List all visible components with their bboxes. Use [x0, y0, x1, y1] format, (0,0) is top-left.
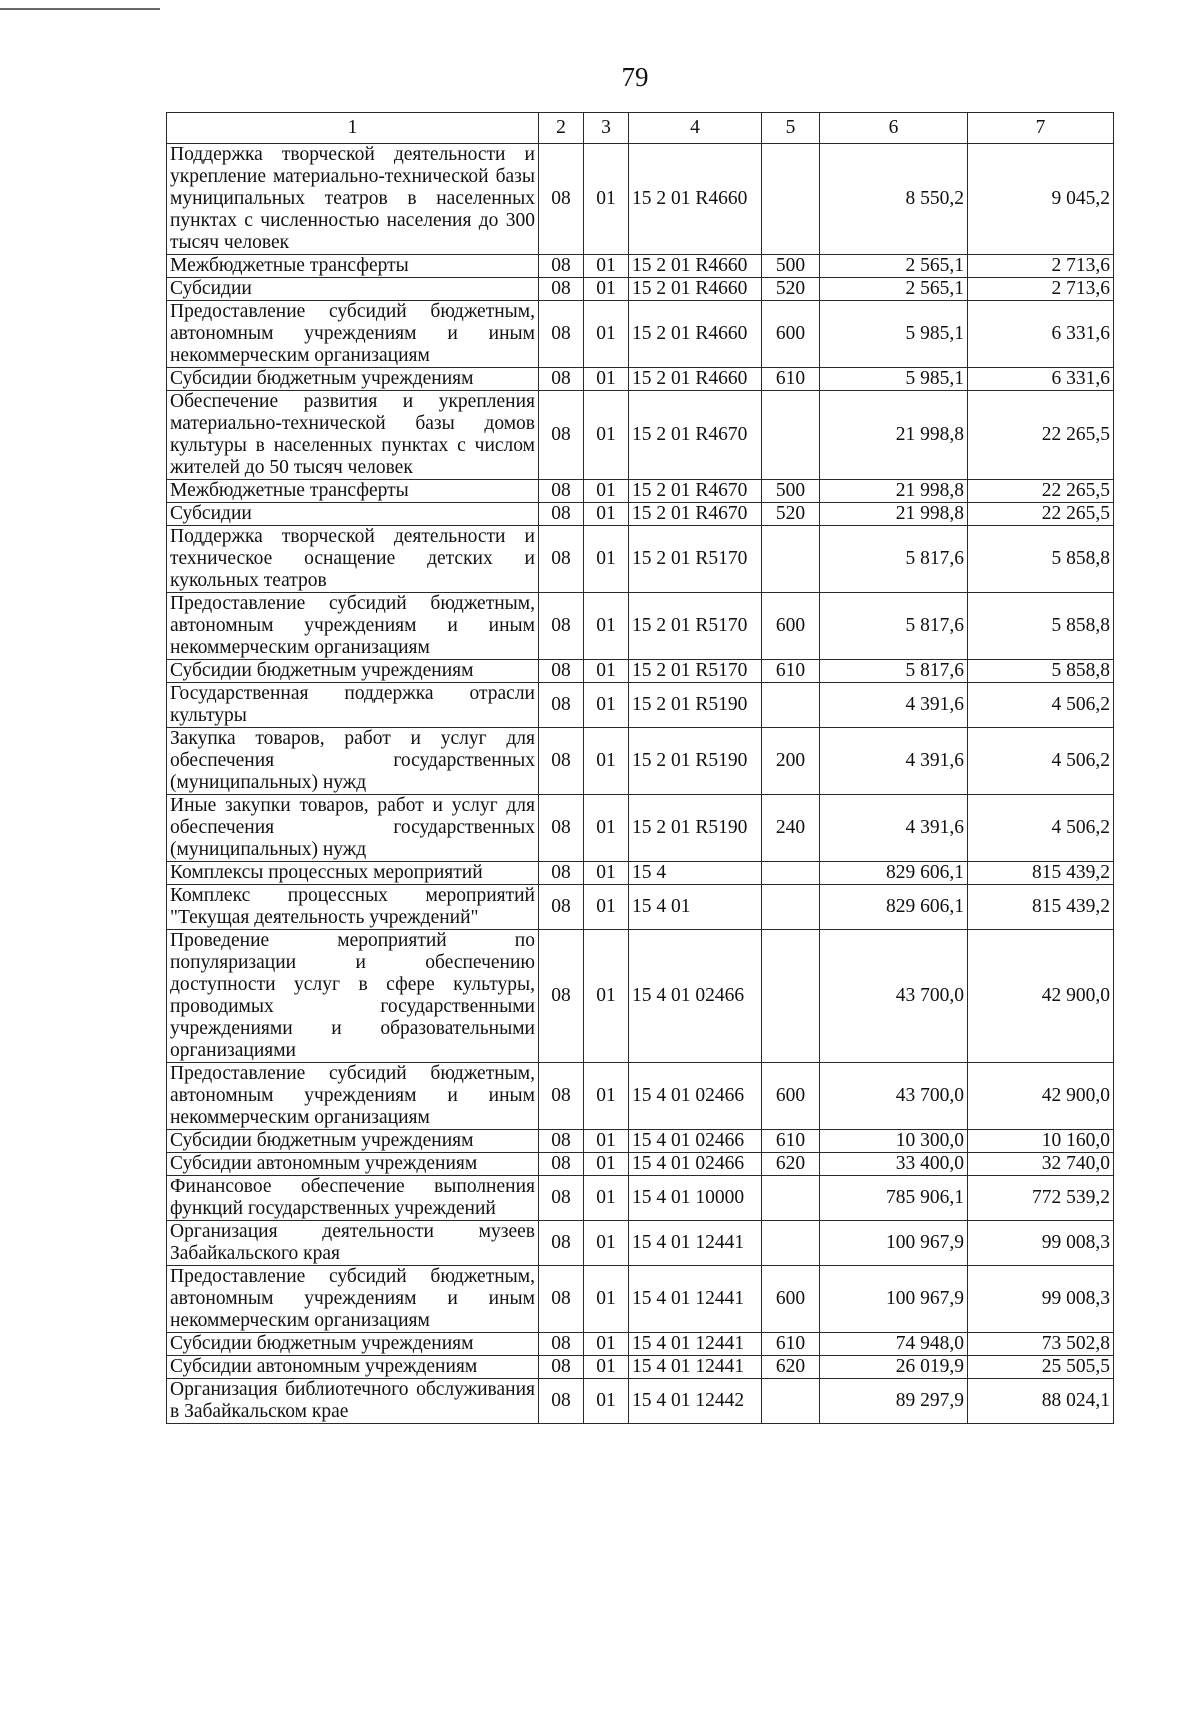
- target-article-cell: 15 4: [629, 862, 762, 885]
- table-row: [167, 683, 1114, 728]
- expense-type-cell: 610: [762, 1130, 820, 1153]
- expense-type-cell: [762, 930, 820, 1063]
- section-code-cell: 08: [539, 1221, 584, 1266]
- target-article-cell: 15 2 01 R5190: [629, 728, 762, 795]
- row-name-cell: Организация библиотечного обслуживания в Забайкальском крае: [167, 1379, 539, 1424]
- section-code-cell: 08: [539, 368, 584, 391]
- amount-year-1-cell: 785 906,1: [820, 1176, 968, 1221]
- amount-year-2-cell: 22 265,5: [968, 391, 1114, 480]
- section-code-cell: 08: [539, 728, 584, 795]
- subsection-code-cell: 01: [584, 1130, 629, 1153]
- subsection-code-cell: 01: [584, 1176, 629, 1221]
- amount-year-1-cell: 74 948,0: [820, 1333, 968, 1356]
- expense-type-cell: 600: [762, 1266, 820, 1333]
- target-article-cell: 15 4 01 12441: [629, 1221, 762, 1266]
- column-header: 2: [539, 113, 584, 144]
- target-article-cell: 15 4 01 12441: [629, 1333, 762, 1356]
- amount-year-2-cell: 25 505,5: [968, 1356, 1114, 1379]
- section-code-cell: 08: [539, 1176, 584, 1221]
- target-article-cell: 15 4 01 10000: [629, 1176, 762, 1221]
- expense-type-cell: 200: [762, 728, 820, 795]
- amount-year-2-cell: 32 740,0: [968, 1153, 1114, 1176]
- row-name-cell: Закупка товаров, работ и услуг для обеспечения государственных (муниципальных) нужд: [167, 728, 539, 795]
- row-name-cell: Комплексы процессных мероприятий: [167, 862, 539, 885]
- expense-type-cell: 620: [762, 1153, 820, 1176]
- amount-year-1-cell: 100 967,9: [820, 1221, 968, 1266]
- table-row: [167, 660, 1114, 683]
- amount-year-1-cell: 5 817,6: [820, 593, 968, 660]
- subsection-code-cell: 01: [584, 144, 629, 255]
- expense-type-cell: [762, 1379, 820, 1424]
- amount-year-1-cell: 5 817,6: [820, 526, 968, 593]
- subsection-code-cell: 01: [584, 255, 629, 278]
- target-article-cell: 15 4 01 12442: [629, 1379, 762, 1424]
- table-row: [167, 728, 1114, 795]
- section-code-cell: 08: [539, 480, 584, 503]
- column-header: 5: [762, 113, 820, 144]
- amount-year-2-cell: 42 900,0: [968, 1063, 1114, 1130]
- row-name-cell: Финансовое обеспечение выполнения функций государственных учреждений: [167, 1176, 539, 1221]
- expense-type-cell: 520: [762, 278, 820, 301]
- table-row: [167, 255, 1114, 278]
- expense-type-cell: [762, 1176, 820, 1221]
- amount-year-2-cell: 6 331,6: [968, 368, 1114, 391]
- target-article-cell: 15 2 01 R4660: [629, 278, 762, 301]
- row-name-cell: Субсидии автономным учреждениям: [167, 1356, 539, 1379]
- scan-edge-line: [0, 8, 160, 10]
- subsection-code-cell: 01: [584, 862, 629, 885]
- subsection-code-cell: 01: [584, 1356, 629, 1379]
- amount-year-2-cell: 10 160,0: [968, 1130, 1114, 1153]
- expense-type-cell: [762, 526, 820, 593]
- amount-year-2-cell: 2 713,6: [968, 255, 1114, 278]
- budget-table: [166, 112, 1114, 1424]
- table-row: [167, 930, 1114, 1063]
- table-row: [167, 1266, 1114, 1333]
- amount-year-2-cell: 5 858,8: [968, 660, 1114, 683]
- amount-year-2-cell: 772 539,2: [968, 1176, 1114, 1221]
- row-name-cell: Иные закупки товаров, работ и услуг для обеспечения государственных (муниципальных) нужд: [167, 795, 539, 862]
- target-article-cell: 15 2 01 R4670: [629, 480, 762, 503]
- target-article-cell: 15 2 01 R5190: [629, 683, 762, 728]
- subsection-code-cell: 01: [584, 1379, 629, 1424]
- amount-year-2-cell: 4 506,2: [968, 795, 1114, 862]
- section-code-cell: 08: [539, 301, 584, 368]
- expense-type-cell: 500: [762, 480, 820, 503]
- expense-type-cell: 240: [762, 795, 820, 862]
- subsection-code-cell: 01: [584, 1063, 629, 1130]
- table-row: [167, 391, 1114, 480]
- amount-year-1-cell: 43 700,0: [820, 930, 968, 1063]
- table-body: [167, 144, 1114, 1424]
- target-article-cell: 15 2 01 R5170: [629, 660, 762, 683]
- subsection-code-cell: 01: [584, 391, 629, 480]
- table-row: [167, 862, 1114, 885]
- amount-year-1-cell: 2 565,1: [820, 278, 968, 301]
- row-name-cell: Предоставление субсидий бюджетным, автономным учреждениям и иным некоммерческим организациям: [167, 1063, 539, 1130]
- subsection-code-cell: 01: [584, 795, 629, 862]
- amount-year-1-cell: 21 998,8: [820, 503, 968, 526]
- row-name-cell: Проведение мероприятий по популяризации и обеспечению доступности услуг в сфере культуры, проводимых государственными учреждениями и образовательными организациями: [167, 930, 539, 1063]
- amount-year-1-cell: 4 391,6: [820, 795, 968, 862]
- amount-year-1-cell: 4 391,6: [820, 683, 968, 728]
- subsection-code-cell: 01: [584, 480, 629, 503]
- row-name-cell: Государственная поддержка отрасли культуры: [167, 683, 539, 728]
- section-code-cell: 08: [539, 862, 584, 885]
- section-code-cell: 08: [539, 144, 584, 255]
- section-code-cell: 08: [539, 503, 584, 526]
- table-row: [167, 278, 1114, 301]
- section-code-cell: 08: [539, 1063, 584, 1130]
- header-row: [167, 113, 1114, 144]
- table-row: [167, 885, 1114, 930]
- table-row: [167, 526, 1114, 593]
- section-code-cell: 08: [539, 1130, 584, 1153]
- section-code-cell: 08: [539, 278, 584, 301]
- page-number: 79: [621, 62, 649, 92]
- table-row: [167, 301, 1114, 368]
- subsection-code-cell: 01: [584, 930, 629, 1063]
- table-row: [167, 593, 1114, 660]
- amount-year-1-cell: 8 550,2: [820, 144, 968, 255]
- amount-year-2-cell: 6 331,6: [968, 301, 1114, 368]
- expense-type-cell: 600: [762, 593, 820, 660]
- expense-type-cell: [762, 144, 820, 255]
- section-code-cell: 08: [539, 1379, 584, 1424]
- row-name-cell: Поддержка творческой деятельности и техническое оснащение детских и кукольных театров: [167, 526, 539, 593]
- row-name-cell: Обеспечение развития и укрепления материально-технической базы домов культуры в населенных пунктах с числом жителей до 50 тысяч человек: [167, 391, 539, 480]
- subsection-code-cell: 01: [584, 1153, 629, 1176]
- row-name-cell: Межбюджетные трансферты: [167, 255, 539, 278]
- amount-year-2-cell: 2 713,6: [968, 278, 1114, 301]
- section-code-cell: 08: [539, 683, 584, 728]
- subsection-code-cell: 01: [584, 503, 629, 526]
- expense-type-cell: [762, 391, 820, 480]
- section-code-cell: 08: [539, 255, 584, 278]
- table-row: [167, 1130, 1114, 1153]
- table-row: [167, 1221, 1114, 1266]
- subsection-code-cell: 01: [584, 301, 629, 368]
- row-name-cell: Комплекс процессных мероприятий "Текущая деятельность учреждений": [167, 885, 539, 930]
- column-header: 7: [968, 113, 1114, 144]
- amount-year-1-cell: 4 391,6: [820, 728, 968, 795]
- amount-year-1-cell: 829 606,1: [820, 885, 968, 930]
- amount-year-2-cell: 22 265,5: [968, 480, 1114, 503]
- table-row: [167, 503, 1114, 526]
- column-header: 4: [629, 113, 762, 144]
- expense-type-cell: 600: [762, 1063, 820, 1130]
- target-article-cell: 15 2 01 R5170: [629, 526, 762, 593]
- subsection-code-cell: 01: [584, 1333, 629, 1356]
- section-code-cell: 08: [539, 526, 584, 593]
- target-article-cell: 15 2 01 R4660: [629, 368, 762, 391]
- target-article-cell: 15 4 01 02466: [629, 930, 762, 1063]
- row-name-cell: Субсидии бюджетным учреждениям: [167, 1333, 539, 1356]
- section-code-cell: 08: [539, 593, 584, 660]
- subsection-code-cell: 01: [584, 368, 629, 391]
- target-article-cell: 15 2 01 R4660: [629, 144, 762, 255]
- row-name-cell: Субсидии: [167, 503, 539, 526]
- target-article-cell: 15 2 01 R4660: [629, 255, 762, 278]
- row-name-cell: Субсидии бюджетным учреждениям: [167, 660, 539, 683]
- amount-year-1-cell: 21 998,8: [820, 480, 968, 503]
- subsection-code-cell: 01: [584, 278, 629, 301]
- amount-year-1-cell: 829 606,1: [820, 862, 968, 885]
- row-name-cell: Межбюджетные трансферты: [167, 480, 539, 503]
- expense-type-cell: 600: [762, 301, 820, 368]
- amount-year-1-cell: 33 400,0: [820, 1153, 968, 1176]
- amount-year-2-cell: 22 265,5: [968, 503, 1114, 526]
- target-article-cell: 15 4 01 02466: [629, 1130, 762, 1153]
- table-row: [167, 1379, 1114, 1424]
- target-article-cell: 15 4 01 12441: [629, 1266, 762, 1333]
- amount-year-1-cell: 5 817,6: [820, 660, 968, 683]
- subsection-code-cell: 01: [584, 660, 629, 683]
- table-row: [167, 1063, 1114, 1130]
- target-article-cell: 15 2 01 R5190: [629, 795, 762, 862]
- table-row: [167, 1176, 1114, 1221]
- row-name-cell: Субсидии автономным учреждениям: [167, 1153, 539, 1176]
- amount-year-1-cell: 100 967,9: [820, 1266, 968, 1333]
- subsection-code-cell: 01: [584, 526, 629, 593]
- amount-year-2-cell: 4 506,2: [968, 683, 1114, 728]
- subsection-code-cell: 01: [584, 593, 629, 660]
- table-row: [167, 1333, 1114, 1356]
- target-article-cell: 15 4 01: [629, 885, 762, 930]
- expense-type-cell: 520: [762, 503, 820, 526]
- amount-year-1-cell: 89 297,9: [820, 1379, 968, 1424]
- subsection-code-cell: 01: [584, 683, 629, 728]
- amount-year-1-cell: 5 985,1: [820, 301, 968, 368]
- amount-year-2-cell: 88 024,1: [968, 1379, 1114, 1424]
- section-code-cell: 08: [539, 795, 584, 862]
- row-name-cell: Субсидии: [167, 278, 539, 301]
- section-code-cell: 08: [539, 1333, 584, 1356]
- expense-type-cell: 610: [762, 368, 820, 391]
- amount-year-2-cell: 73 502,8: [968, 1333, 1114, 1356]
- column-header: 1: [167, 113, 539, 144]
- subsection-code-cell: 01: [584, 885, 629, 930]
- section-code-cell: 08: [539, 1356, 584, 1379]
- row-name-cell: Организация деятельности музеев Забайкальского края: [167, 1221, 539, 1266]
- amount-year-2-cell: 99 008,3: [968, 1266, 1114, 1333]
- expense-type-cell: [762, 862, 820, 885]
- table-row: [167, 1153, 1114, 1176]
- row-name-cell: Субсидии бюджетным учреждениям: [167, 368, 539, 391]
- expense-type-cell: 620: [762, 1356, 820, 1379]
- amount-year-1-cell: 10 300,0: [820, 1130, 968, 1153]
- expense-type-cell: [762, 1221, 820, 1266]
- table-row: [167, 480, 1114, 503]
- row-name-cell: Субсидии бюджетным учреждениям: [167, 1130, 539, 1153]
- target-article-cell: 15 2 01 R4670: [629, 503, 762, 526]
- subsection-code-cell: 01: [584, 1221, 629, 1266]
- column-header: 6: [820, 113, 968, 144]
- amount-year-2-cell: 9 045,2: [968, 144, 1114, 255]
- amount-year-2-cell: 99 008,3: [968, 1221, 1114, 1266]
- target-article-cell: 15 2 01 R4670: [629, 391, 762, 480]
- amount-year-1-cell: 21 998,8: [820, 391, 968, 480]
- section-code-cell: 08: [539, 391, 584, 480]
- table-row: [167, 368, 1114, 391]
- section-code-cell: 08: [539, 1153, 584, 1176]
- section-code-cell: 08: [539, 660, 584, 683]
- target-article-cell: 15 2 01 R4660: [629, 301, 762, 368]
- table-row: [167, 795, 1114, 862]
- expense-type-cell: 500: [762, 255, 820, 278]
- amount-year-2-cell: 5 858,8: [968, 526, 1114, 593]
- row-name-cell: Предоставление субсидий бюджетным, автономным учреждениям и иным некоммерческим организациям: [167, 593, 539, 660]
- subsection-code-cell: 01: [584, 728, 629, 795]
- amount-year-1-cell: 26 019,9: [820, 1356, 968, 1379]
- expense-type-cell: [762, 683, 820, 728]
- expense-type-cell: 610: [762, 660, 820, 683]
- amount-year-1-cell: 5 985,1: [820, 368, 968, 391]
- amount-year-2-cell: 4 506,2: [968, 728, 1114, 795]
- section-code-cell: 08: [539, 930, 584, 1063]
- row-name-cell: Предоставление субсидий бюджетным, автономным учреждениям и иным некоммерческим организациям: [167, 1266, 539, 1333]
- row-name-cell: Поддержка творческой деятельности и укрепление материально-технической базы муниципальных театров в населенных пунктах с численностью населения до 300 тысяч человек: [167, 144, 539, 255]
- table-row: [167, 144, 1114, 255]
- amount-year-1-cell: 43 700,0: [820, 1063, 968, 1130]
- table-row: [167, 1356, 1114, 1379]
- amount-year-2-cell: 42 900,0: [968, 930, 1114, 1063]
- expense-type-cell: [762, 885, 820, 930]
- target-article-cell: 15 4 01 02466: [629, 1153, 762, 1176]
- row-name-cell: Предоставление субсидий бюджетным, автономным учреждениям и иным некоммерческим организациям: [167, 301, 539, 368]
- amount-year-2-cell: 5 858,8: [968, 593, 1114, 660]
- amount-year-2-cell: 815 439,2: [968, 862, 1114, 885]
- target-article-cell: 15 4 01 02466: [629, 1063, 762, 1130]
- column-header: 3: [584, 113, 629, 144]
- section-code-cell: 08: [539, 1266, 584, 1333]
- amount-year-2-cell: 815 439,2: [968, 885, 1114, 930]
- target-article-cell: 15 2 01 R5170: [629, 593, 762, 660]
- subsection-code-cell: 01: [584, 1266, 629, 1333]
- section-code-cell: 08: [539, 885, 584, 930]
- amount-year-1-cell: 2 565,1: [820, 255, 968, 278]
- expense-type-cell: 610: [762, 1333, 820, 1356]
- target-article-cell: 15 4 01 12441: [629, 1356, 762, 1379]
